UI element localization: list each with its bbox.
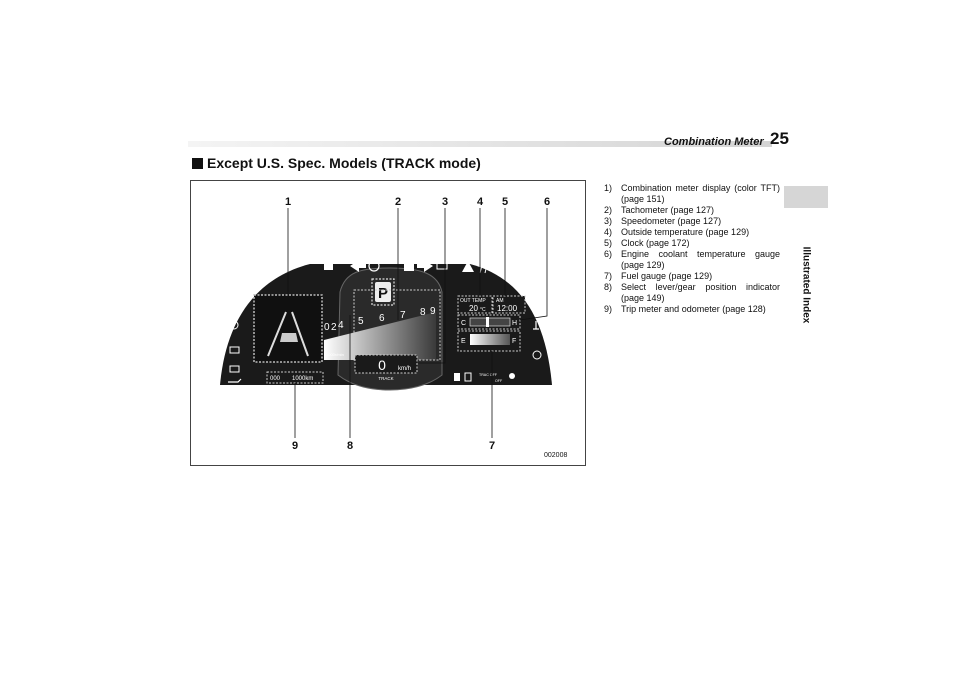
clock-value: 12:00 [497, 304, 518, 313]
tach-number: 9 [430, 306, 436, 317]
speed-unit: km/h [398, 366, 412, 372]
legend-number: 2) [604, 205, 613, 215]
legend-text: Select lever/gear position indicator (page 149) [621, 282, 780, 303]
legend-number: 9) [604, 304, 613, 314]
callout-2: 2 [394, 196, 402, 208]
speed-value: 0 [378, 357, 386, 373]
legend-item [604, 216, 780, 227]
legend-text: Combination meter display (color TFT) (page 151) [621, 183, 780, 204]
odometer-value: 1000km [292, 376, 314, 382]
legend-item [604, 205, 780, 216]
coolant-c-label: C [461, 320, 467, 327]
callout-8: 8 [346, 440, 354, 452]
fuel-e-label: E [461, 338, 466, 345]
legend-text: Trip meter and odometer (page 128) [621, 304, 766, 314]
tach-number: 5 [358, 316, 364, 327]
callout-3: 3 [441, 196, 449, 208]
color-tft-display [254, 295, 322, 362]
callout-5: 5 [501, 196, 509, 208]
side-index-tab [784, 186, 828, 208]
section-heading [192, 155, 481, 171]
tach-number: 0 [324, 322, 330, 333]
legend-number: 6) [604, 249, 613, 259]
legend-text: Outside temperature (page 129) [621, 227, 750, 237]
legend-text: Fuel gauge (page 129) [621, 271, 713, 281]
callout-7: 7 [488, 440, 496, 452]
airbag-icon [509, 373, 515, 379]
trac-off-indicator: TRAC OFF [479, 373, 497, 377]
tach-number: 7 [400, 310, 406, 321]
section-heading-text: Except U.S. Spec. Models (TRACK mode) [207, 155, 481, 171]
vsc-off-indicator: OFF [495, 379, 503, 383]
gear-indicator: P [377, 285, 389, 302]
header-section-title: Combination Meter [664, 136, 764, 148]
car-silhouette-icon [280, 333, 298, 342]
legend-text: Clock (page 172) [621, 238, 690, 248]
outside-temp-value: 20 [469, 304, 478, 313]
fuel-pump-icon [454, 373, 460, 381]
legend-number: 5) [604, 238, 613, 248]
legend-item [604, 282, 780, 304]
legend-number: 1) [604, 183, 613, 193]
door-warning-icon [404, 259, 414, 271]
coolant-gauge-bar [470, 318, 510, 326]
fuel-f-label: F [512, 338, 517, 345]
legend-item [604, 271, 780, 282]
coolant-gauge-needle [486, 317, 489, 327]
legend-item [604, 183, 780, 205]
legend-text [621, 216, 780, 227]
legend-number: 4) [604, 227, 613, 237]
tach-number: 2 [331, 322, 337, 333]
headlight-icon [324, 262, 333, 270]
legend-item [604, 304, 780, 315]
square-bullet-icon [192, 158, 203, 169]
figure-code: 002008 [544, 452, 568, 459]
outside-temp-label: OUT TEMP [460, 298, 486, 304]
legend-item [604, 227, 780, 238]
legend-item [604, 249, 780, 271]
side-index-label: Illustrated Index [800, 246, 812, 324]
page-number: 25 [770, 129, 789, 148]
fuel-gauge-bar [470, 334, 510, 345]
callout-6: 6 [543, 196, 551, 208]
tach-number: 8 [420, 307, 426, 318]
callout-legend [604, 183, 780, 315]
callout-4: 4 [476, 196, 484, 208]
clock-ampm: AM [496, 298, 504, 304]
trip-meter-value: 000 [270, 376, 281, 382]
combination-meter-illustration [190, 180, 586, 466]
legend-number: 8) [604, 282, 613, 292]
tach-unit: x1000r/min [324, 352, 344, 357]
legend-item [604, 238, 780, 249]
tach-number: 4 [338, 320, 344, 331]
callout-9: 9 [291, 440, 299, 452]
coolant-h-label: H [512, 320, 518, 327]
outside-temp-unit: °C [480, 307, 486, 313]
legend-number: 3) [604, 216, 613, 226]
legend-text: Engine coolant temperature gauge (page 129) [621, 249, 780, 270]
legend-text: Tachometer (page 127) [621, 205, 715, 215]
legend-number: 7) [604, 271, 613, 281]
tach-number: 6 [379, 313, 385, 324]
legend-text-continuation: Speedometer (page 127) [621, 216, 722, 226]
drive-mode: TRACK [378, 376, 394, 381]
callout-1: 1 [284, 196, 292, 208]
